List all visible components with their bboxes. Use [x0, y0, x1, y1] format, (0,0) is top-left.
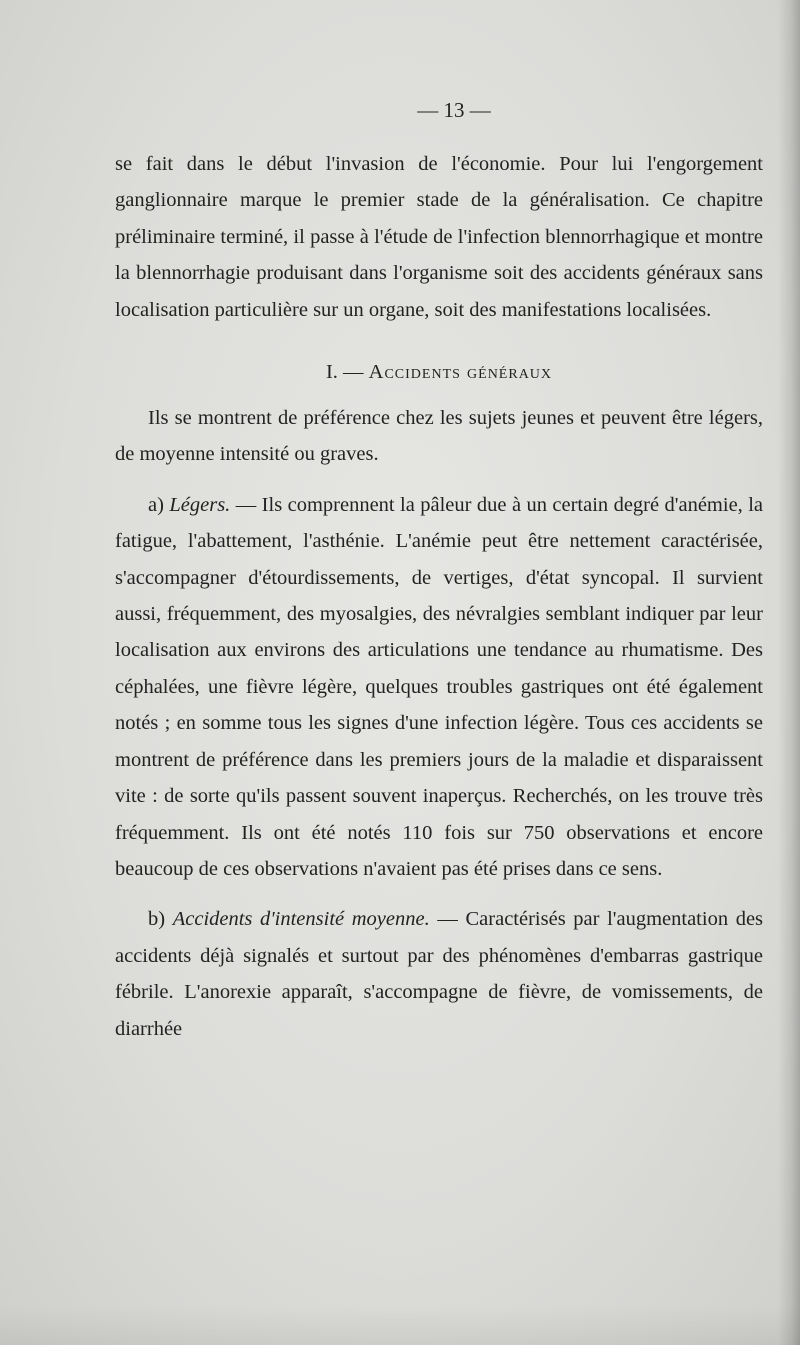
page-number: — 13 — [417, 98, 491, 122]
subsection-b-text: — Caractérisés par l'augmentation des accidents déjà signalés et surtout par des phénomènes d'embarras gastrique fébrile. L'anorexie apparaît, s'accompagne de fièvre, de vomissements, de diarrhée [115, 908, 764, 1040]
page-bottom-shadow [0, 1305, 800, 1345]
subsection-a-paragraph [115, 487, 763, 887]
subsection-b-paragraph [115, 901, 763, 1047]
intro-paragraph: se fait dans le début l'invasion de l'économie. Pour lui l'engorgement ganglionnaire marque le premier stade de la généralisation. Ce chapitre préliminaire terminé, il passe à l'étude de l'infection blennorrhagique et montre la blennorrhagie produisant dans l'organisme soit des accidents généraux sans localisation particulière sur un organe, soit des manifestations localisées. [115, 153, 763, 321]
section-intro-paragraph: Ils se montrent de préférence chez les sujets jeunes et peuvent être légers, de moyenne intensité ou graves. [115, 407, 763, 466]
section-title: Accidents généraux [368, 361, 553, 384]
text-column [115, 92, 763, 1047]
page-edge-shadow [778, 0, 800, 1345]
section-number: I. — [325, 361, 364, 384]
subsection-b-title: Accidents d'intensité moyenne. [172, 908, 430, 931]
section-heading [115, 354, 763, 390]
subsection-b-marker: b) [148, 908, 166, 931]
subsection-a-title: Légers. [169, 493, 231, 516]
subsection-a-text: — Ils comprennent la pâleur due à un certain degré d'anémie, la fatigue, l'abattement, l'asthénie. L'anémie peut être nettement caractérisée, s'accompagner d'étourdissements, de vertiges, d'état syncopal. Il survient aussi, fréquemment, des myosalgies, des névralgies semblant indiquer par leur localisation aux environs des articulations une tendance au rhumatisme. Des céphalées, une fièvre légère, quelques troubles gastriques ont été également notés ; en somme tous les signes d'une infection légère. Tous ces accidents se montrent de préférence dans les premiers jours de la maladie et disparaissent vite : de sorte qu'ils passent souvent inaperçus. Recherchés, on les trouve très fréquemment. Ils ont été notés 110 fois sur 750 observations et encore beaucoup de ces observations n'avaient pas été prises dans ce sens. [115, 493, 764, 880]
subsection-a-marker: a) [148, 493, 164, 516]
